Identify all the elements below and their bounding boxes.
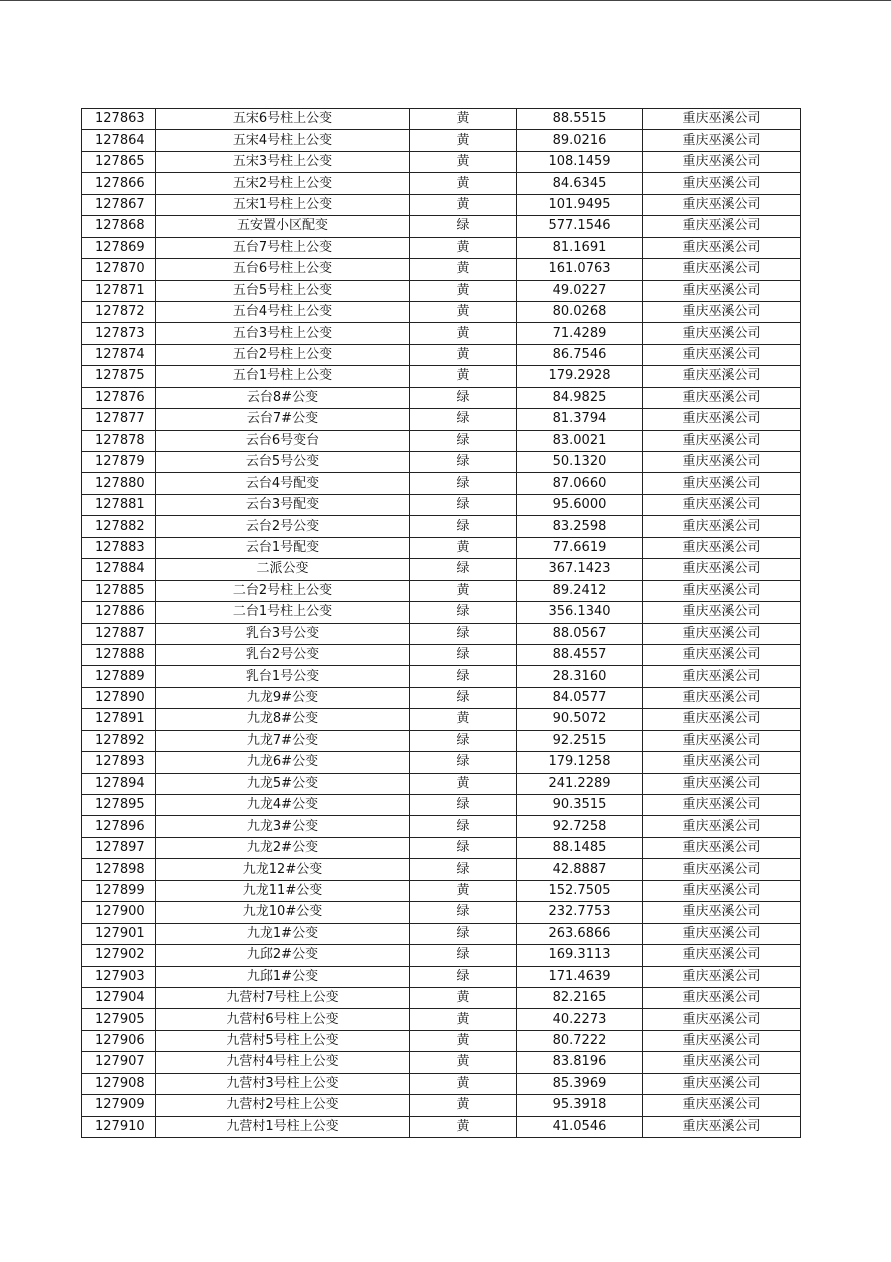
row-id-cell: 127881 — [82, 494, 156, 515]
value-cell: 92.2515 — [517, 730, 643, 751]
table-row — [82, 387, 801, 408]
table-row — [82, 1030, 801, 1051]
company-cell: 重庆巫溪公司 — [643, 880, 801, 901]
status-color-cell: 绿 — [410, 559, 517, 580]
value-cell: 356.1340 — [517, 602, 643, 623]
status-color-cell: 绿 — [410, 387, 517, 408]
value-cell: 77.6619 — [517, 537, 643, 558]
value-cell: 82.2165 — [517, 987, 643, 1008]
status-color-cell: 绿 — [410, 966, 517, 987]
company-cell: 重庆巫溪公司 — [643, 730, 801, 751]
table-row — [82, 902, 801, 923]
table-row — [82, 537, 801, 558]
value-cell: 87.0660 — [517, 473, 643, 494]
transformer-name-cell: 五台2号柱上公变 — [156, 344, 410, 365]
company-cell: 重庆巫溪公司 — [643, 795, 801, 816]
transformer-name-cell: 云台5号公变 — [156, 452, 410, 473]
company-cell: 重庆巫溪公司 — [643, 109, 801, 130]
table-row — [82, 945, 801, 966]
status-color-cell: 黄 — [410, 323, 517, 344]
transformer-name-cell: 九龙2#公变 — [156, 837, 410, 858]
transformer-name-cell: 九营村3号柱上公变 — [156, 1073, 410, 1094]
transformer-name-cell: 五宋1号柱上公变 — [156, 194, 410, 215]
transformer-name-cell: 云台3号配变 — [156, 494, 410, 515]
company-cell: 重庆巫溪公司 — [643, 945, 801, 966]
status-color-cell: 绿 — [410, 687, 517, 708]
value-cell: 108.1459 — [517, 151, 643, 172]
value-cell: 90.5072 — [517, 709, 643, 730]
value-cell: 90.3515 — [517, 795, 643, 816]
transformer-name-cell: 九龙4#公变 — [156, 795, 410, 816]
table-row — [82, 709, 801, 730]
company-cell: 重庆巫溪公司 — [643, 902, 801, 923]
row-id-cell: 127886 — [82, 602, 156, 623]
row-id-cell: 127888 — [82, 644, 156, 665]
company-cell: 重庆巫溪公司 — [643, 1052, 801, 1073]
value-cell: 81.1691 — [517, 237, 643, 258]
table-row — [82, 430, 801, 451]
transformer-name-cell: 五安置小区配变 — [156, 216, 410, 237]
company-cell: 重庆巫溪公司 — [643, 216, 801, 237]
value-cell: 89.2412 — [517, 580, 643, 601]
status-color-cell: 黄 — [410, 194, 517, 215]
company-cell: 重庆巫溪公司 — [643, 173, 801, 194]
status-color-cell: 黄 — [410, 1116, 517, 1137]
row-id-cell: 127868 — [82, 216, 156, 237]
row-id-cell: 127869 — [82, 237, 156, 258]
company-cell: 重庆巫溪公司 — [643, 580, 801, 601]
value-cell: 101.9495 — [517, 194, 643, 215]
company-cell: 重庆巫溪公司 — [643, 773, 801, 794]
row-id-cell: 127910 — [82, 1116, 156, 1137]
company-cell: 重庆巫溪公司 — [643, 859, 801, 880]
table-row — [82, 173, 801, 194]
table-row — [82, 301, 801, 322]
transformer-name-cell: 云台8#公变 — [156, 387, 410, 408]
row-id-cell: 127900 — [82, 902, 156, 923]
value-cell: 49.0227 — [517, 280, 643, 301]
company-cell: 重庆巫溪公司 — [643, 259, 801, 280]
transformer-name-cell: 九龙8#公变 — [156, 709, 410, 730]
company-cell: 重庆巫溪公司 — [643, 623, 801, 644]
row-id-cell: 127893 — [82, 752, 156, 773]
table-body — [82, 109, 801, 1138]
company-cell: 重庆巫溪公司 — [643, 430, 801, 451]
row-id-cell: 127884 — [82, 559, 156, 580]
company-cell: 重庆巫溪公司 — [643, 1116, 801, 1137]
status-color-cell: 绿 — [410, 644, 517, 665]
table-row — [82, 194, 801, 215]
company-cell: 重庆巫溪公司 — [643, 452, 801, 473]
transformer-name-cell: 九营村5号柱上公变 — [156, 1030, 410, 1051]
row-id-cell: 127897 — [82, 837, 156, 858]
status-color-cell: 黄 — [410, 173, 517, 194]
table-row — [82, 280, 801, 301]
row-id-cell: 127892 — [82, 730, 156, 751]
value-cell: 179.1258 — [517, 752, 643, 773]
row-id-cell: 127887 — [82, 623, 156, 644]
value-cell: 232.7753 — [517, 902, 643, 923]
company-cell: 重庆巫溪公司 — [643, 1095, 801, 1116]
transformer-name-cell: 云台4号配变 — [156, 473, 410, 494]
table-row — [82, 452, 801, 473]
transformer-name-cell: 五台5号柱上公变 — [156, 280, 410, 301]
company-cell: 重庆巫溪公司 — [643, 151, 801, 172]
value-cell: 577.1546 — [517, 216, 643, 237]
table-row — [82, 730, 801, 751]
value-cell: 50.1320 — [517, 452, 643, 473]
value-cell: 88.0567 — [517, 623, 643, 644]
transformer-name-cell: 九龙5#公变 — [156, 773, 410, 794]
status-color-cell: 黄 — [410, 1030, 517, 1051]
row-id-cell: 127880 — [82, 473, 156, 494]
status-color-cell: 绿 — [410, 816, 517, 837]
status-color-cell: 绿 — [410, 752, 517, 773]
page-top-border — [0, 0, 892, 1]
table-row — [82, 880, 801, 901]
value-cell: 83.2598 — [517, 516, 643, 537]
table-row — [82, 623, 801, 644]
transformer-name-cell: 五宋3号柱上公变 — [156, 151, 410, 172]
status-color-cell: 黄 — [410, 130, 517, 151]
row-id-cell: 127899 — [82, 880, 156, 901]
transformer-name-cell: 九龙10#公变 — [156, 902, 410, 923]
row-id-cell: 127864 — [82, 130, 156, 151]
status-color-cell: 黄 — [410, 280, 517, 301]
table-row — [82, 237, 801, 258]
company-cell: 重庆巫溪公司 — [643, 237, 801, 258]
value-cell: 171.4639 — [517, 966, 643, 987]
value-cell: 367.1423 — [517, 559, 643, 580]
table-row — [82, 859, 801, 880]
value-cell: 80.7222 — [517, 1030, 643, 1051]
value-cell: 241.2289 — [517, 773, 643, 794]
table-row — [82, 923, 801, 944]
table-row — [82, 773, 801, 794]
status-color-cell: 绿 — [410, 837, 517, 858]
company-cell: 重庆巫溪公司 — [643, 1009, 801, 1030]
transformer-name-cell: 五台3号柱上公变 — [156, 323, 410, 344]
company-cell: 重庆巫溪公司 — [643, 344, 801, 365]
table-row — [82, 323, 801, 344]
status-color-cell: 绿 — [410, 795, 517, 816]
row-id-cell: 127908 — [82, 1073, 156, 1094]
row-id-cell: 127870 — [82, 259, 156, 280]
row-id-cell: 127905 — [82, 1009, 156, 1030]
value-cell: 84.0577 — [517, 687, 643, 708]
table-row — [82, 1009, 801, 1030]
row-id-cell: 127885 — [82, 580, 156, 601]
transformer-name-cell: 乳台3号公变 — [156, 623, 410, 644]
value-cell: 42.8887 — [517, 859, 643, 880]
row-id-cell: 127909 — [82, 1095, 156, 1116]
row-id-cell: 127898 — [82, 859, 156, 880]
company-cell: 重庆巫溪公司 — [643, 280, 801, 301]
table-row — [82, 151, 801, 172]
company-cell: 重庆巫溪公司 — [643, 709, 801, 730]
value-cell: 88.4557 — [517, 644, 643, 665]
status-color-cell: 绿 — [410, 945, 517, 966]
row-id-cell: 127873 — [82, 323, 156, 344]
status-color-cell: 黄 — [410, 1052, 517, 1073]
status-color-cell: 绿 — [410, 859, 517, 880]
value-cell: 41.0546 — [517, 1116, 643, 1137]
transformer-name-cell: 九龙12#公变 — [156, 859, 410, 880]
row-id-cell: 127876 — [82, 387, 156, 408]
row-id-cell: 127867 — [82, 194, 156, 215]
value-cell: 95.3918 — [517, 1095, 643, 1116]
company-cell: 重庆巫溪公司 — [643, 752, 801, 773]
value-cell: 28.3160 — [517, 666, 643, 687]
table-row — [82, 473, 801, 494]
table-row — [82, 1052, 801, 1073]
transformer-name-cell: 五台4号柱上公变 — [156, 301, 410, 322]
row-id-cell: 127902 — [82, 945, 156, 966]
company-cell: 重庆巫溪公司 — [643, 923, 801, 944]
company-cell: 重庆巫溪公司 — [643, 559, 801, 580]
transformer-name-cell: 二台2号柱上公变 — [156, 580, 410, 601]
row-id-cell: 127866 — [82, 173, 156, 194]
row-id-cell: 127906 — [82, 1030, 156, 1051]
row-id-cell: 127889 — [82, 666, 156, 687]
table-row — [82, 795, 801, 816]
status-color-cell: 绿 — [410, 902, 517, 923]
transformer-name-cell: 九邱1#公变 — [156, 966, 410, 987]
row-id-cell: 127879 — [82, 452, 156, 473]
table-row — [82, 580, 801, 601]
value-cell: 92.7258 — [517, 816, 643, 837]
table-row — [82, 837, 801, 858]
row-id-cell: 127896 — [82, 816, 156, 837]
transformer-name-cell: 云台6号变台 — [156, 430, 410, 451]
status-color-cell: 绿 — [410, 452, 517, 473]
company-cell: 重庆巫溪公司 — [643, 602, 801, 623]
row-id-cell: 127871 — [82, 280, 156, 301]
transformer-name-cell: 九龙1#公变 — [156, 923, 410, 944]
row-id-cell: 127875 — [82, 366, 156, 387]
table-row — [82, 216, 801, 237]
status-color-cell: 黄 — [410, 109, 517, 130]
table-row — [82, 130, 801, 151]
company-cell: 重庆巫溪公司 — [643, 387, 801, 408]
table-row — [82, 602, 801, 623]
table-row — [82, 687, 801, 708]
row-id-cell: 127890 — [82, 687, 156, 708]
status-color-cell: 绿 — [410, 666, 517, 687]
company-cell: 重庆巫溪公司 — [643, 987, 801, 1008]
transformer-name-cell: 五宋4号柱上公变 — [156, 130, 410, 151]
row-id-cell: 127904 — [82, 987, 156, 1008]
value-cell: 88.5515 — [517, 109, 643, 130]
table-row — [82, 516, 801, 537]
transformer-name-cell: 九营村1号柱上公变 — [156, 1116, 410, 1137]
row-id-cell: 127877 — [82, 409, 156, 430]
table-row — [82, 259, 801, 280]
transformer-name-cell: 云台2号公变 — [156, 516, 410, 537]
status-color-cell: 绿 — [410, 516, 517, 537]
status-color-cell: 黄 — [410, 1073, 517, 1094]
company-cell: 重庆巫溪公司 — [643, 516, 801, 537]
status-color-cell: 黄 — [410, 259, 517, 280]
row-id-cell: 127895 — [82, 795, 156, 816]
status-color-cell: 绿 — [410, 623, 517, 644]
status-color-cell: 黄 — [410, 344, 517, 365]
transformer-name-cell: 乳台1号公变 — [156, 666, 410, 687]
transformer-name-cell: 九龙11#公变 — [156, 880, 410, 901]
value-cell: 95.6000 — [517, 494, 643, 515]
transformer-name-cell: 九龙9#公变 — [156, 687, 410, 708]
transformer-name-cell: 九邱2#公变 — [156, 945, 410, 966]
row-id-cell: 127872 — [82, 301, 156, 322]
table-row — [82, 366, 801, 387]
company-cell: 重庆巫溪公司 — [643, 537, 801, 558]
status-color-cell: 黄 — [410, 366, 517, 387]
transformer-name-cell: 云台7#公变 — [156, 409, 410, 430]
table-row — [82, 816, 801, 837]
value-cell: 40.2273 — [517, 1009, 643, 1030]
company-cell: 重庆巫溪公司 — [643, 130, 801, 151]
table-row — [82, 409, 801, 430]
transformer-table — [81, 108, 801, 1138]
table-row — [82, 752, 801, 773]
company-cell: 重庆巫溪公司 — [643, 301, 801, 322]
row-id-cell: 127865 — [82, 151, 156, 172]
status-color-cell: 黄 — [410, 151, 517, 172]
row-id-cell: 127903 — [82, 966, 156, 987]
transformer-name-cell: 五台6号柱上公变 — [156, 259, 410, 280]
company-cell: 重庆巫溪公司 — [643, 409, 801, 430]
row-id-cell: 127901 — [82, 923, 156, 944]
status-color-cell: 黄 — [410, 709, 517, 730]
table-row — [82, 666, 801, 687]
table-row — [82, 344, 801, 365]
company-cell: 重庆巫溪公司 — [643, 494, 801, 515]
transformer-name-cell: 五宋6号柱上公变 — [156, 109, 410, 130]
value-cell: 263.6866 — [517, 923, 643, 944]
company-cell: 重庆巫溪公司 — [643, 366, 801, 387]
value-cell: 80.0268 — [517, 301, 643, 322]
row-id-cell: 127874 — [82, 344, 156, 365]
row-id-cell: 127907 — [82, 1052, 156, 1073]
status-color-cell: 绿 — [410, 923, 517, 944]
table-row — [82, 109, 801, 130]
company-cell: 重庆巫溪公司 — [643, 194, 801, 215]
table-row — [82, 644, 801, 665]
transformer-name-cell: 九龙3#公变 — [156, 816, 410, 837]
value-cell: 88.1485 — [517, 837, 643, 858]
value-cell: 152.7505 — [517, 880, 643, 901]
company-cell: 重庆巫溪公司 — [643, 687, 801, 708]
company-cell: 重庆巫溪公司 — [643, 816, 801, 837]
value-cell: 85.3969 — [517, 1073, 643, 1094]
row-id-cell: 127891 — [82, 709, 156, 730]
status-color-cell: 绿 — [410, 216, 517, 237]
value-cell: 83.8196 — [517, 1052, 643, 1073]
table-row — [82, 966, 801, 987]
value-cell: 89.0216 — [517, 130, 643, 151]
value-cell: 84.9825 — [517, 387, 643, 408]
table-row — [82, 1073, 801, 1094]
row-id-cell: 127882 — [82, 516, 156, 537]
transformer-name-cell: 九龙6#公变 — [156, 752, 410, 773]
transformer-name-cell: 五台1号柱上公变 — [156, 366, 410, 387]
table-row — [82, 1116, 801, 1137]
table-row — [82, 1095, 801, 1116]
status-color-cell: 绿 — [410, 409, 517, 430]
value-cell: 83.0021 — [517, 430, 643, 451]
value-cell: 84.6345 — [517, 173, 643, 194]
status-color-cell: 黄 — [410, 773, 517, 794]
transformer-name-cell: 九龙7#公变 — [156, 730, 410, 751]
status-color-cell: 绿 — [410, 730, 517, 751]
transformer-name-cell: 五台7号柱上公变 — [156, 237, 410, 258]
transformer-name-cell: 九营村4号柱上公变 — [156, 1052, 410, 1073]
status-color-cell: 黄 — [410, 301, 517, 322]
company-cell: 重庆巫溪公司 — [643, 1030, 801, 1051]
value-cell: 71.4289 — [517, 323, 643, 344]
transformer-name-cell: 九营村6号柱上公变 — [156, 1009, 410, 1030]
status-color-cell: 绿 — [410, 430, 517, 451]
company-cell: 重庆巫溪公司 — [643, 666, 801, 687]
transformer-name-cell: 乳台2号公变 — [156, 644, 410, 665]
table-row — [82, 987, 801, 1008]
status-color-cell: 黄 — [410, 580, 517, 601]
value-cell: 81.3794 — [517, 409, 643, 430]
company-cell: 重庆巫溪公司 — [643, 323, 801, 344]
transformer-name-cell: 云台1号配变 — [156, 537, 410, 558]
status-color-cell: 黄 — [410, 880, 517, 901]
transformer-name-cell: 五宋2号柱上公变 — [156, 173, 410, 194]
transformer-name-cell: 九营村7号柱上公变 — [156, 987, 410, 1008]
value-cell: 86.7546 — [517, 344, 643, 365]
status-color-cell: 绿 — [410, 494, 517, 515]
status-color-cell: 黄 — [410, 1009, 517, 1030]
value-cell: 161.0763 — [517, 259, 643, 280]
status-color-cell: 黄 — [410, 537, 517, 558]
row-id-cell: 127863 — [82, 109, 156, 130]
transformer-name-cell: 二台1号柱上公变 — [156, 602, 410, 623]
company-cell: 重庆巫溪公司 — [643, 1073, 801, 1094]
company-cell: 重庆巫溪公司 — [643, 966, 801, 987]
row-id-cell: 127878 — [82, 430, 156, 451]
company-cell: 重庆巫溪公司 — [643, 473, 801, 494]
value-cell: 179.2928 — [517, 366, 643, 387]
value-cell: 169.3113 — [517, 945, 643, 966]
status-color-cell: 黄 — [410, 237, 517, 258]
status-color-cell: 黄 — [410, 987, 517, 1008]
status-color-cell: 绿 — [410, 602, 517, 623]
transformer-name-cell: 九营村2号柱上公变 — [156, 1095, 410, 1116]
company-cell: 重庆巫溪公司 — [643, 837, 801, 858]
table-row — [82, 559, 801, 580]
row-id-cell: 127894 — [82, 773, 156, 794]
row-id-cell: 127883 — [82, 537, 156, 558]
transformer-name-cell: 二派公变 — [156, 559, 410, 580]
table-row — [82, 494, 801, 515]
status-color-cell: 绿 — [410, 473, 517, 494]
status-color-cell: 黄 — [410, 1095, 517, 1116]
company-cell: 重庆巫溪公司 — [643, 644, 801, 665]
